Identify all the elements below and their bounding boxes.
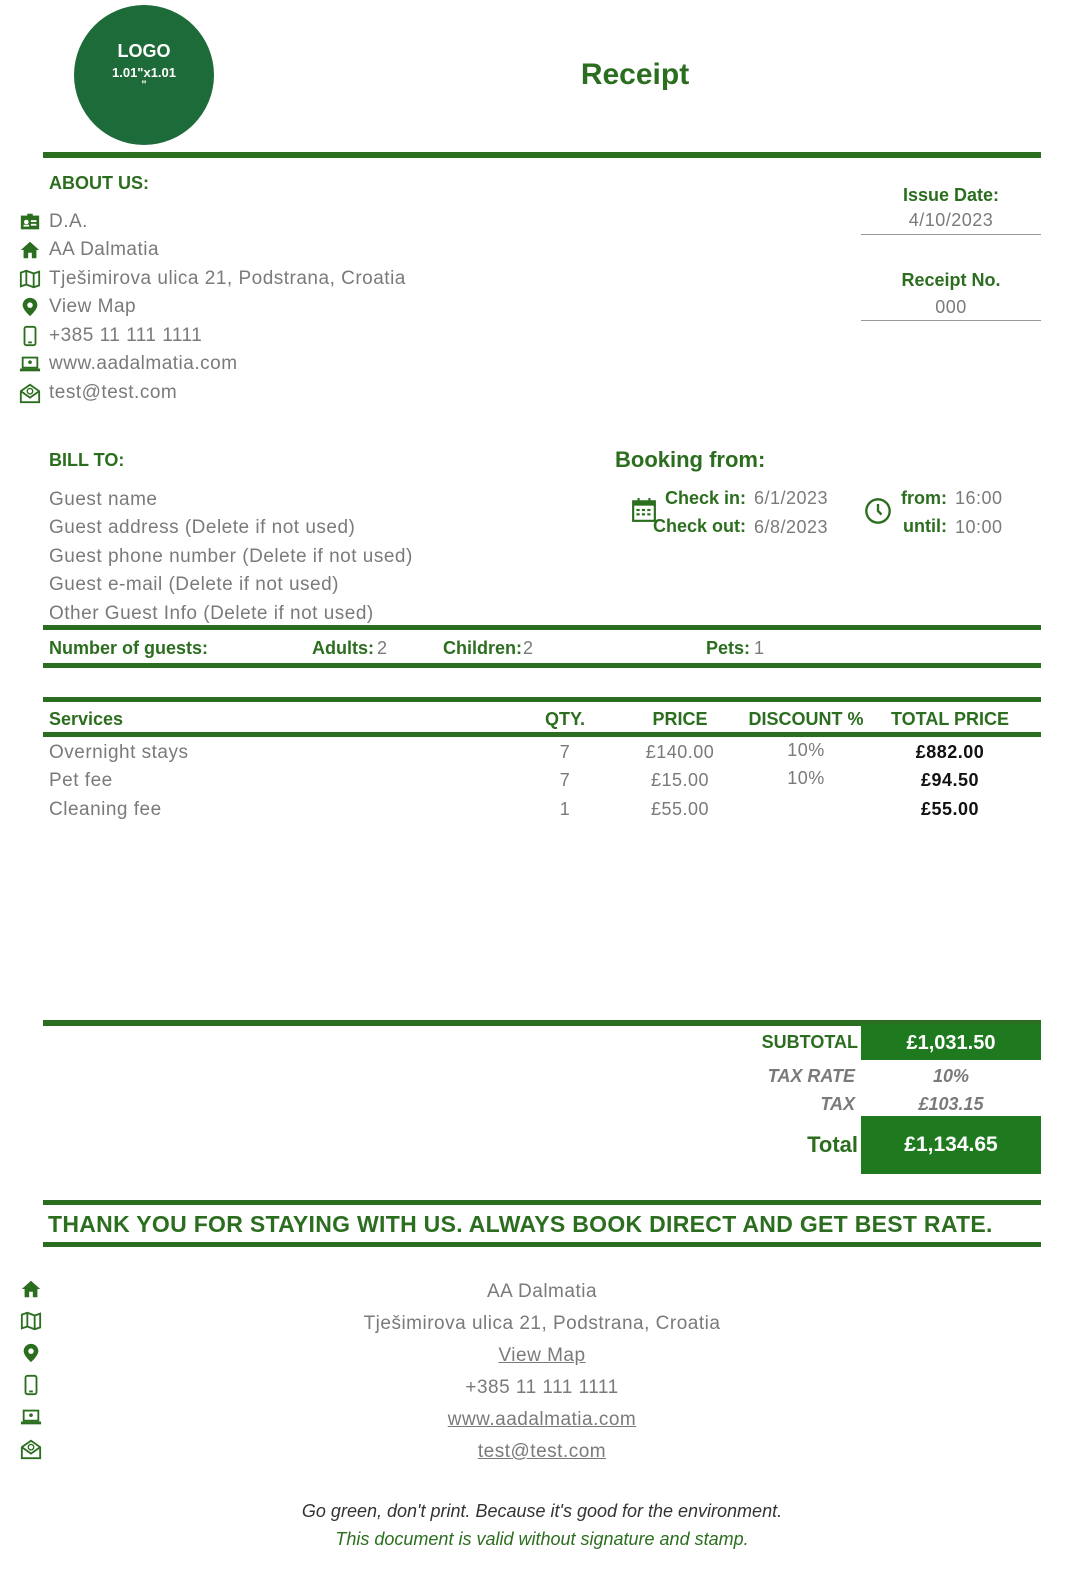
logo	[74, 5, 214, 145]
from-label: from:	[901, 488, 947, 508]
bill-to-line: Guest name	[49, 489, 158, 510]
service-price: £15.00	[650, 770, 710, 790]
about-item-text: AA Dalmatia	[49, 239, 160, 260]
footer-web-row	[43, 1409, 1041, 1431]
footer-laptop-icon	[20, 1406, 42, 1428]
logo-text: LOGO	[117, 41, 171, 61]
about-item-text[interactable]: test@test.com	[49, 382, 178, 403]
subtotal-label: SUBTOTAL	[761, 1032, 858, 1052]
issue-date-value: 4/10/2023	[908, 210, 994, 230]
service-name: Pet fee	[49, 770, 113, 791]
map-icon	[19, 268, 41, 290]
from-value: 16:00	[955, 488, 1003, 508]
service-total: £55.00	[920, 799, 980, 819]
adults-label: Adults:	[312, 638, 374, 658]
about-item-text: +385 11 111 1111	[49, 325, 203, 346]
service-price: £140.00	[645, 742, 715, 762]
bill-to-line: Guest address (Delete if not used)	[49, 517, 356, 538]
checkout-value: 6/8/2023	[754, 517, 829, 537]
checkin-label: Check in:	[664, 488, 746, 508]
about-item-text[interactable]: www.aadalmatia.com	[49, 353, 238, 374]
bill-to-line: Other Guest Info (Delete if not used)	[49, 603, 374, 624]
service-qty: 7	[559, 742, 571, 762]
about-item-text: D.A.	[49, 211, 88, 232]
laptop-icon	[19, 353, 41, 375]
service-qty: 1	[559, 799, 571, 819]
service-name: Overnight stays	[49, 742, 189, 763]
thanks-bottom-rule	[43, 1242, 1041, 1247]
taxrate-value: 10%	[932, 1066, 970, 1086]
about-heading: ABOUT US:	[49, 173, 149, 193]
service-discount: 10%	[787, 768, 825, 788]
bill-to-heading: BILL TO:	[49, 450, 125, 470]
checkout-label: Check out:	[652, 516, 746, 536]
footer-email-link[interactable]: test@test.com	[477, 1441, 607, 1462]
footer-map-icon	[20, 1310, 42, 1332]
home-icon	[19, 239, 41, 261]
issue-date-label: Issue Date:	[902, 185, 1000, 205]
email-icon	[19, 382, 41, 404]
pets-value: 1	[754, 638, 765, 658]
total-label: Total	[807, 1132, 858, 1157]
service-total: £882.00	[915, 742, 985, 762]
header-rule	[43, 152, 1041, 158]
footer-map-row	[43, 1345, 1041, 1367]
taxrate-label: TAX RATE	[767, 1066, 855, 1086]
bill-to-line: Guest phone number (Delete if not used)	[49, 546, 413, 567]
tax-value: £103.15	[918, 1094, 984, 1114]
col-services: Services	[49, 709, 124, 729]
phone-icon	[19, 325, 41, 347]
footer-address: Tješimirova ulica 21, Podstrana, Croatia	[363, 1313, 721, 1334]
col-total: TOTAL PRICE	[890, 709, 1009, 729]
logo-size-mark: "	[141, 79, 147, 91]
receipt-no-label: Receipt No.	[901, 270, 1001, 290]
children-label: Children:	[443, 638, 522, 658]
col-discount: DISCOUNT %	[748, 709, 864, 729]
until-label: until:	[903, 516, 947, 536]
footer-map-link[interactable]: View Map	[498, 1345, 586, 1366]
footer-phone-icon	[20, 1374, 42, 1396]
booking-heading: Booking from:	[615, 447, 766, 472]
service-price: £55.00	[650, 799, 710, 819]
footer-pin-icon	[20, 1342, 42, 1364]
footer-phone: +385 11 111 1111	[465, 1377, 619, 1398]
logo-size: 1.01"x1.01	[112, 65, 176, 80]
about-item-text[interactable]: View Map	[49, 296, 137, 317]
clock-icon	[864, 497, 892, 525]
service-name: Cleaning fee	[49, 799, 162, 820]
service-discount: 10%	[787, 740, 825, 760]
footer-email-icon	[20, 1438, 42, 1460]
footer-home-icon	[20, 1278, 42, 1300]
col-price: PRICE	[652, 709, 708, 729]
bill-to-line: Guest e-mail (Delete if not used)	[49, 574, 340, 595]
services-header-rule	[43, 732, 1041, 737]
footer-email-row	[43, 1441, 1041, 1463]
location-pin-icon	[19, 296, 41, 318]
issue-date-underline	[861, 234, 1041, 235]
guests-top-rule	[43, 625, 1041, 630]
id-card-icon	[19, 211, 41, 233]
checkin-value: 6/1/2023	[754, 488, 829, 508]
service-qty: 7	[559, 770, 571, 790]
col-qty: QTY.	[544, 709, 585, 729]
page-title: Receipt	[580, 58, 690, 91]
guests-label: Number of guests:	[49, 638, 209, 658]
tax-label: TAX	[820, 1094, 855, 1114]
receipt-no-underline	[861, 320, 1041, 321]
services-top-rule	[43, 697, 1041, 702]
about-item-text: Tješimirova ulica 21, Podstrana, Croatia	[49, 268, 406, 289]
footer-name: AA Dalmatia	[486, 1281, 598, 1302]
total-value: £1,134.65	[861, 1116, 1041, 1174]
guests-bottom-rule	[43, 663, 1041, 668]
receipt-no-value: 000	[935, 297, 967, 317]
footer-web-link[interactable]: www.aadalmatia.com	[447, 1409, 637, 1430]
thanks-top-rule	[43, 1200, 1041, 1205]
subtotal-value: £1,031.50	[861, 1024, 1041, 1060]
thanks-banner: THANK YOU FOR STAYING WITH US. ALWAYS BOOK DIRECT AND GET BEST RATE.	[48, 1211, 993, 1237]
children-value: 2	[523, 638, 534, 658]
pets-label: Pets:	[706, 638, 751, 658]
adults-value: 2	[377, 638, 388, 658]
until-value: 10:00	[955, 517, 1003, 537]
note-line1: Go green, don't print. Because it's good for the environment.	[301, 1501, 783, 1521]
note-line2: This document is valid without signature and stamp.	[335, 1529, 749, 1549]
service-total: £94.50	[920, 770, 980, 790]
